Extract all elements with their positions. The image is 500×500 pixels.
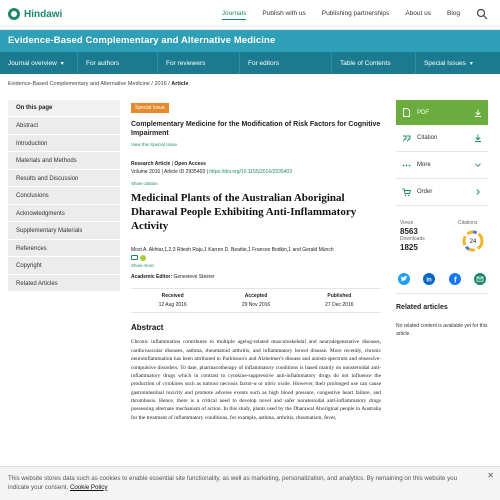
citations-label: Citations <box>458 220 478 226</box>
subnav-label: Special Issues <box>424 59 466 67</box>
special-issue-badge: Special Issue <box>131 103 169 113</box>
chevron-down-icon: ▾ <box>469 60 473 67</box>
journal-banner <box>0 30 500 52</box>
academic-editor-label: Academic Editor: <box>131 274 173 281</box>
citations-count: 24 <box>469 239 477 245</box>
open-access-label: Open Access <box>174 161 206 168</box>
date-label: Accepted <box>244 293 268 300</box>
order-label: Order <box>417 189 433 195</box>
sidebar-item-materials-and-methods[interactable]: Materials and Methods <box>8 151 120 169</box>
hindawi-logo-icon <box>8 8 20 20</box>
sidebar-item-conclusions[interactable]: Conclusions <box>8 186 120 204</box>
breadcrumb-sep: / <box>168 81 172 87</box>
citations-metric <box>458 220 484 257</box>
nav-publishing-partnerships[interactable]: Publishing partnerships <box>321 10 390 17</box>
facebook-icon[interactable] <box>449 273 461 285</box>
downloads-count: 1825 <box>400 243 418 252</box>
nav-journals[interactable]: Journals <box>222 10 247 20</box>
views-label: Views <box>400 220 414 226</box>
accepted-date <box>214 289 297 312</box>
breadcrumb-current: Article <box>171 81 189 87</box>
nav-about-us[interactable]: About us <box>405 10 431 17</box>
article-title: Medicinal Plants of the Australian Aboriginal Dharawal People Exhibiting Anti-Inflammatory Activity <box>131 192 357 232</box>
email-share-icon[interactable] <box>474 273 486 285</box>
article-actions <box>396 100 488 338</box>
hindawi-logo[interactable] <box>8 8 62 20</box>
orcid-icon[interactable] <box>140 255 146 261</box>
quote-icon <box>402 134 411 143</box>
subnav-label: Journal overview <box>8 59 57 67</box>
more-button[interactable] <box>396 152 488 179</box>
publication-dates <box>131 288 381 313</box>
svg-text:f: f <box>453 275 457 285</box>
subnav-for-authors[interactable] <box>78 52 158 74</box>
order-button[interactable] <box>396 179 488 206</box>
show-more-authors-link[interactable]: Show more <box>131 263 154 269</box>
pdf-file-icon <box>402 108 411 117</box>
subnav-label: For editors <box>248 59 280 67</box>
chevron-down-icon <box>474 161 482 169</box>
subnav-journal-overview[interactable] <box>0 52 78 74</box>
doi-link[interactable]: https://doi.org/10.1155/2016/2935403 <box>209 169 292 176</box>
article-type <box>131 161 381 167</box>
cookie-banner <box>0 466 500 500</box>
journal-title[interactable]: Evidence-Based Complementary and Alternative Medicine <box>8 35 276 46</box>
nav-blog[interactable]: Blog <box>446 10 460 17</box>
sidebar-item-results-and-discussion[interactable]: Results and Discussion <box>8 169 120 187</box>
cookie-message: This website stores data such as cookies to enable essential site functionality, as well as marketing, personalization, and analytics. By remaining on this website you indicate your consent. <box>8 475 458 491</box>
svg-text:in: in <box>426 277 432 284</box>
email-icon[interactable] <box>131 255 138 260</box>
received-date <box>131 289 214 312</box>
meta-sep: | <box>171 161 175 168</box>
search-icon[interactable] <box>476 8 488 20</box>
top-header <box>0 0 500 30</box>
close-icon[interactable]: ✕ <box>487 471 494 480</box>
chevron-down-icon: ▾ <box>60 60 64 67</box>
view-special-issue-link[interactable]: View this Special Issue <box>131 142 177 148</box>
journal-subnav <box>0 52 500 74</box>
download-icon <box>474 109 482 117</box>
linkedin-icon[interactable] <box>423 273 435 285</box>
subnav-for-editors[interactable] <box>240 52 332 74</box>
sidebar-item-related-articles[interactable]: Related Articles <box>8 274 120 292</box>
share-bar <box>396 273 488 294</box>
citation-label: Citation <box>417 135 438 141</box>
dimensions-badge-icon[interactable] <box>462 230 484 252</box>
date-label: Received <box>161 293 184 300</box>
date-value: 27 Dec 2016 <box>325 302 354 309</box>
related-articles-empty: No related content is available yet for this article. <box>396 323 488 337</box>
academic-editor <box>131 274 381 280</box>
subnav-label: For reviewers <box>166 59 206 67</box>
published-date <box>298 289 381 312</box>
date-value: 29 Nov 2016 <box>241 302 271 309</box>
academic-editor-name: Genevieve Steiner <box>173 274 215 281</box>
show-citation-link[interactable]: Show citation <box>131 181 158 187</box>
sidebar-item-copyright[interactable]: Copyright <box>8 256 120 274</box>
sidebar-item-acknowledgments[interactable]: Acknowledgments <box>8 204 120 222</box>
date-value: 12 Aug 2016 <box>158 302 187 309</box>
cart-icon <box>402 188 411 197</box>
on-this-page-heading: On this page <box>8 100 120 116</box>
subnav-for-reviewers[interactable] <box>158 52 240 74</box>
top-nav <box>222 10 460 20</box>
article-main <box>131 96 381 422</box>
subnav-special-issues[interactable] <box>416 52 500 74</box>
more-label: More <box>417 162 431 168</box>
cookie-text <box>8 475 478 492</box>
date-label: Published <box>327 293 352 300</box>
chevron-right-icon <box>474 188 482 196</box>
author-contact-icons <box>131 255 381 261</box>
abstract-text: Chronic inflammation contributes to multiple ageing-related musculoskeletal and neurodegenerative diseases, cardiovascular diseases, asthma, rheumatoid arthritis, and inflammatory bowel disease. More recently, chronic neuroinflammation has been attributed to Parkinson's and Alzheimer's disease and autism-spectrum and obsessive-compulsive disorders. To date, pharmacotherapy of inflammatory conditions is based mainly on nonsteroidal anti-inflammatory drugs which in contrast to cytokine-suppressive anti-inflammatory drugs do not influence the production of cytokines such as tumour necrosis factor-α or nitric oxide. However, their prolonged use can cause gastrointestinal toxicity and promote adverse events such as high blood pressure, congestive heart failure, and thrombosis. Hence, there is a critical need to develop novel and safer nonsteroidal anti-inflammatory drugs possessing alternate mechanism of action. In this study, plants used by the Dharawal Aboriginal people in Australia for the treatment of inflammatory conditions, for example, asthma, arthritis, rheumatism, fever, <box>131 339 381 421</box>
breadcrumb-sep: / <box>151 81 155 87</box>
nav-publish-with-us[interactable]: Publish with us <box>262 10 306 17</box>
article-meta <box>131 169 381 175</box>
abstract-heading: Abstract <box>131 323 164 333</box>
views-count: 8563 <box>400 227 418 236</box>
author-list[interactable]: Most A. Akhtar,1,2,3 Ritesh Raju,1 Karren D. Beattie,1 Frances Bodkin,1 and Gerald Münch <box>131 247 334 254</box>
subnav-table-of-contents[interactable] <box>332 52 416 74</box>
special-issue-title[interactable]: Complementary Medicine for the Modification of Risk Factors for Cognitive Impairment <box>131 121 381 138</box>
more-dots-icon <box>402 161 411 170</box>
downloads-label: Downloads <box>400 236 425 242</box>
views-downloads <box>400 220 425 257</box>
cookie-policy-link[interactable]: Cookie Policy <box>69 483 108 491</box>
subnav-label: Table of Contents <box>340 59 391 67</box>
twitter-icon[interactable] <box>398 273 410 285</box>
related-articles-heading: Related articles <box>396 304 448 311</box>
breadcrumb-year[interactable]: 2016 <box>154 81 167 87</box>
citation-button[interactable] <box>396 125 488 152</box>
pdf-button[interactable] <box>396 100 488 125</box>
volume-info: Volume 2016 | Article ID 2935403 | <box>131 169 208 176</box>
pdf-label: PDF <box>417 109 429 116</box>
article-metrics <box>396 220 488 257</box>
sidebar-item-references[interactable]: References <box>8 239 120 257</box>
article-type-label: Research Article <box>131 161 171 168</box>
sidebar-item-abstract[interactable]: Abstract <box>8 116 120 134</box>
on-this-page-nav <box>8 100 120 291</box>
sidebar-item-supplementary-materials[interactable]: Supplementary Materials <box>8 221 120 239</box>
logo-text: Hindawi <box>24 8 63 20</box>
breadcrumb-journal[interactable]: Evidence-Based Complementary and Alternative Medicine <box>8 81 150 87</box>
breadcrumb <box>8 81 188 87</box>
download-icon <box>474 134 482 142</box>
subnav-label: For authors <box>86 59 120 67</box>
sidebar-item-introduction[interactable]: Introduction <box>8 134 120 152</box>
